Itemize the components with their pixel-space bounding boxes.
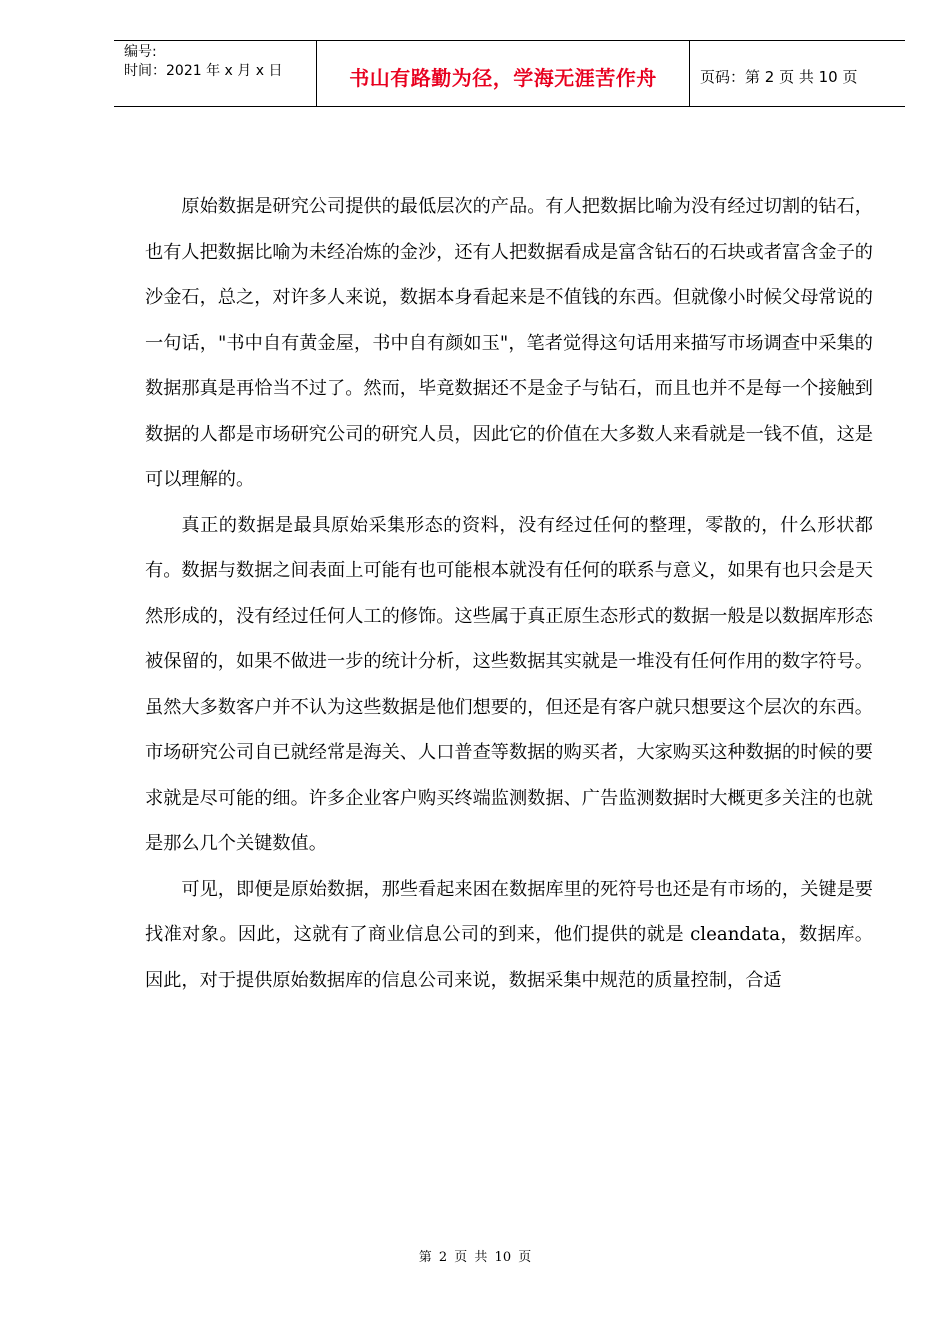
header-meta bbox=[114, 41, 316, 106]
paragraph-2: 真正的数据是最具原始采集形态的资料，没有经过任何的整理，零散的，什么形状都有。数据与数据之间表面上可能有也可能根本就没有任何的联系与意义，如果有也只会是天然形成的，没有经过任何人工的修饰。这些属于真正原生态形式的数据一般是以数据库形态被保留的，如果不做进一步的统计分析，这些数据其实就是一堆没有任何作用的数字符号。虽然大多数客户并不认为这些数据是他们想要的，但还是有客户就只想要这个层次的东西。市场研究公司自已就经常是海关、人口普查等数据的购买者，大家购买这种数据的时候的要求就是尽可能的细。许多企业客户购买终端监测数据、广告监测数据时大概更多关注的也就是那么几个关键数值。 bbox=[145, 514, 873, 854]
document-number-label: 编号: bbox=[124, 44, 157, 60]
document-time-label: 时间：2021 年 x 月 x 日 bbox=[124, 63, 283, 79]
page-footer: 第 2 页 共 10 页 bbox=[418, 1250, 532, 1265]
document-body bbox=[145, 184, 873, 1003]
header-motto-cell bbox=[316, 41, 690, 106]
header-page-code: 页码：第 2 页 共 10 页 bbox=[700, 68, 858, 86]
paragraph-1: 原始数据是研究公司提供的最低层次的产品。有人把数据比喻为没有经过切割的钻石，也有人把数据比喻为未经冶炼的金沙，还有人把数据看成是富含钻石的石块或者富含金子的沙金石，总之，对许多人来说，数据本身看起来是不值钱的东西。但就像小时候父母常说的一句话，"书中自有黄金屋，书中自有颜如玉"，笔者觉得这句话用来描写市场调查中采集的数据那真是再恰当不过了。然而，毕竟数据还不是金子与钻石，而且也并不是每一个接触到数据的人都是市场研究公司的研究人员，因此它的价值在大多数人来看就是一钱不值，这是可以理解的。 bbox=[145, 196, 873, 490]
page-header bbox=[114, 40, 905, 107]
paragraph-3: 可见，即便是原始数据，那些看起来困在数据库里的死符号也还是有市场的，关键是要找准对象。因此，这就有了商业信息公司的到来，他们提供的就是 cleandata，数据库。因此，对于提供原始数据库的信息公司来说，数据采集中规范的质量控制，合适 bbox=[145, 878, 873, 991]
header-motto: 书山有路勤为径，学海无涯苦作舟 bbox=[349, 66, 657, 90]
